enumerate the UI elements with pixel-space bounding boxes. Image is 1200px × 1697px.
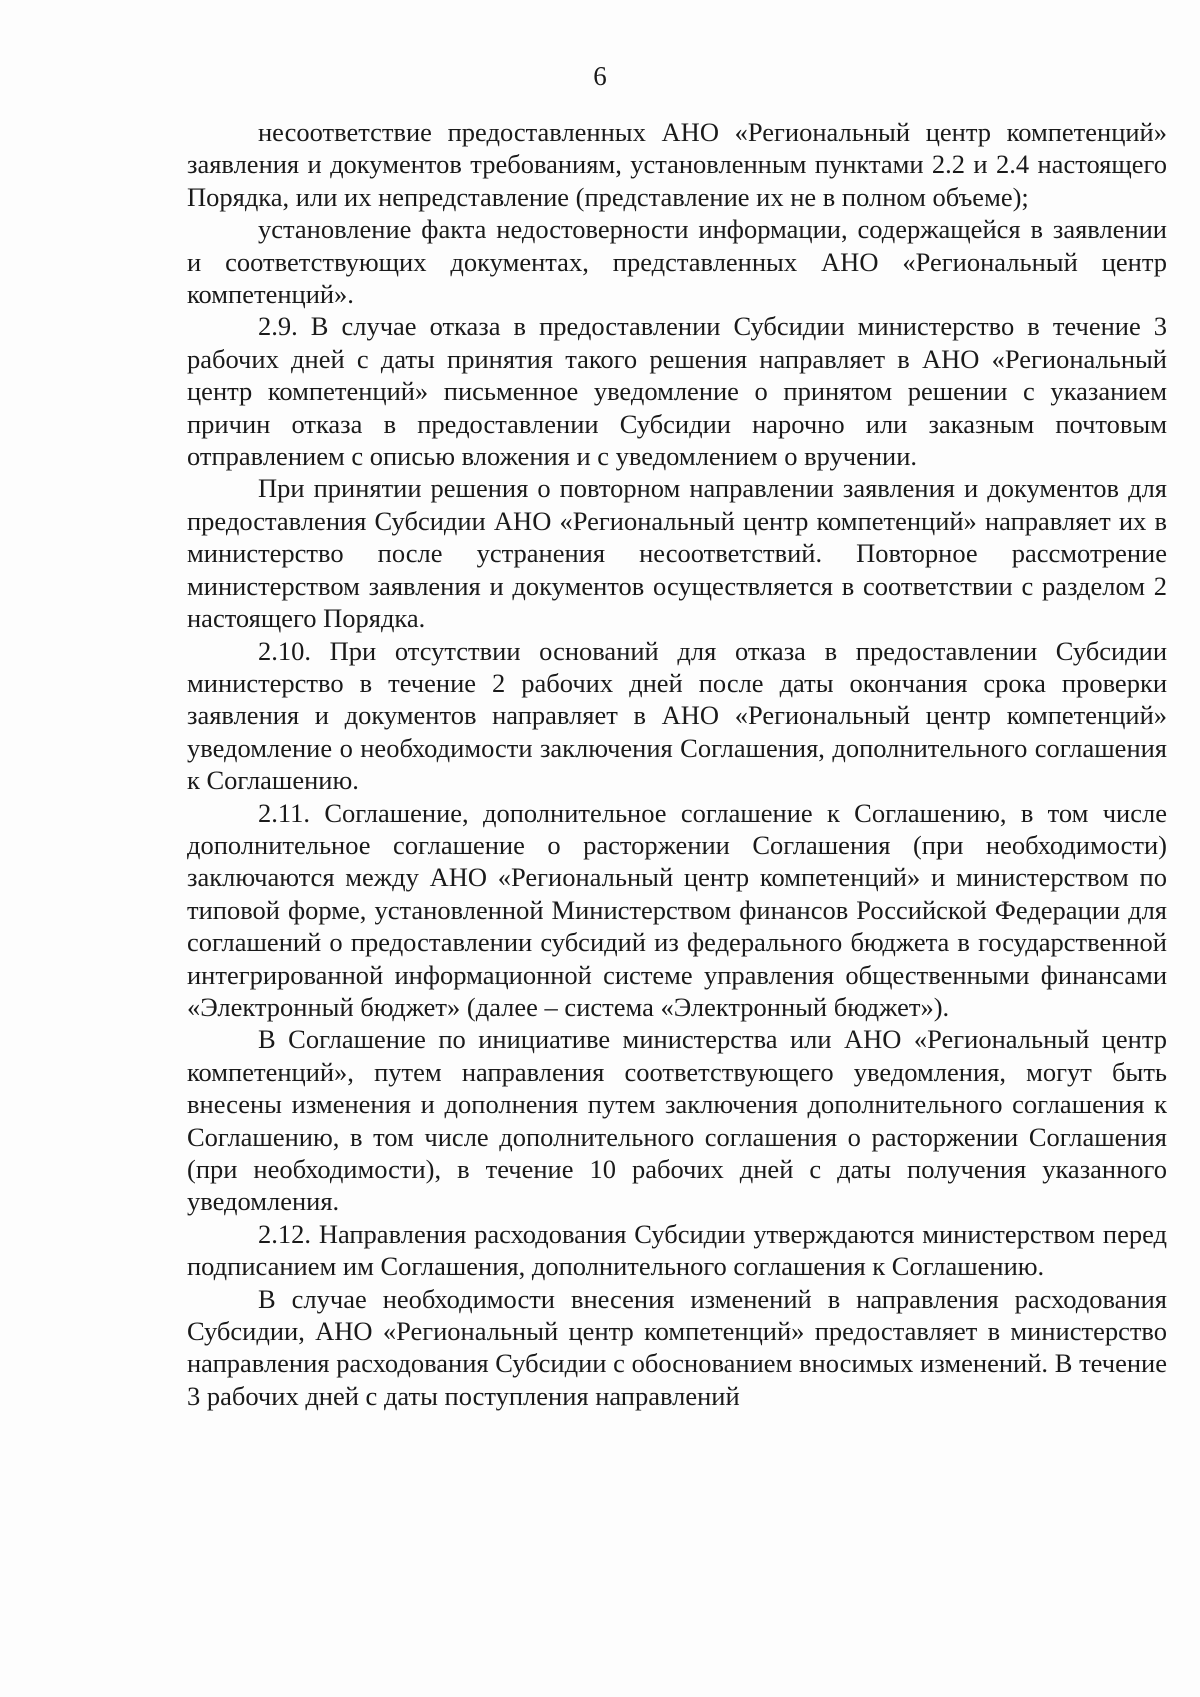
document-body <box>187 116 1167 1412</box>
paragraph: 2.10. При отсутствии оснований для отказа в предоставлении Субсидии министерство в течение 2 рабочих дней после даты окончания срока проверки заявления и документов направляет в АНО «Региональный центр компетенций» уведомление о необходимости заключения Соглашения, дополнительного соглашения к Соглашению. <box>187 635 1167 796</box>
page-number: 6 <box>593 61 607 91</box>
paragraph: несоответствие предоставленных АНО «Региональный центр компетенций» заявления и документов требованиям, установленным пунктами 2.2 и 2.4 настоящего Порядка, или их непредставление (представление их не в полном объеме); <box>187 117 1167 212</box>
paragraph: В Соглашение по инициативе министерства или АНО «Региональный центр компетенций», путем направления соответствующего уведомления, могут быть внесены изменения и дополнения путем заключения дополнительного соглашения к Соглашению, в том числе дополнительного соглашения о расторжении Соглашения (при необходимости), в течение 10 рабочих дней с даты получения указанного уведомления. <box>187 1024 1167 1217</box>
paragraph: 2.12. Направления расходования Субсидии утверждаются министерством перед подписанием им Соглашения, дополнительного соглашения к Соглашению. <box>187 1218 1167 1282</box>
paragraph: 2.11. Соглашение, дополнительное соглашение к Соглашению, в том числе дополнительное соглашение о расторжении Соглашения (при необходимости) заключаются между АНО «Региональный центр компетенций» и министерством по типовой форме, установленной Министерством финансов Российской Федерации для соглашений о предоставлении субсидий из федерального бюджета в государственной интегрированной информационной системе управления общественными финансами «Электронный бюджет» (далее – система «Электронный бюджет»). <box>187 797 1167 1022</box>
paragraph: В случае необходимости внесения изменений в направления расходования Субсидии, АНО «Региональный центр компетенций» предоставляет в министерство направления расходования Субсидии с обоснованием вносимых изменений. В течение 3 рабочих дней с даты поступления направлений <box>187 1283 1167 1411</box>
paragraph: При принятии решения о повторном направлении заявления и документов для предоставления Субсидии АНО «Региональный центр компетенций» направляет их в министерство после устранения несоответствий. Повторное рассмотрение министерством заявления и документов осуществляется в соответствии с разделом 2 настоящего Порядка. <box>187 473 1167 634</box>
paragraph: установление факта недостоверности информации, содержащейся в заявлении и соответствующих документах, представленных АНО «Региональный центр компетенций». <box>187 214 1167 310</box>
paragraph: 2.9. В случае отказа в предоставлении Субсидии министерство в течение 3 рабочих дней с даты принятия такого решения направляет в АНО «Региональный центр компетенций» письменное уведомление о принятом решении с указанием причин отказа в предоставлении Субсидии нарочно или заказным почтовым отправлением с описью вложения и с уведомлением о вручении. <box>187 311 1167 472</box>
